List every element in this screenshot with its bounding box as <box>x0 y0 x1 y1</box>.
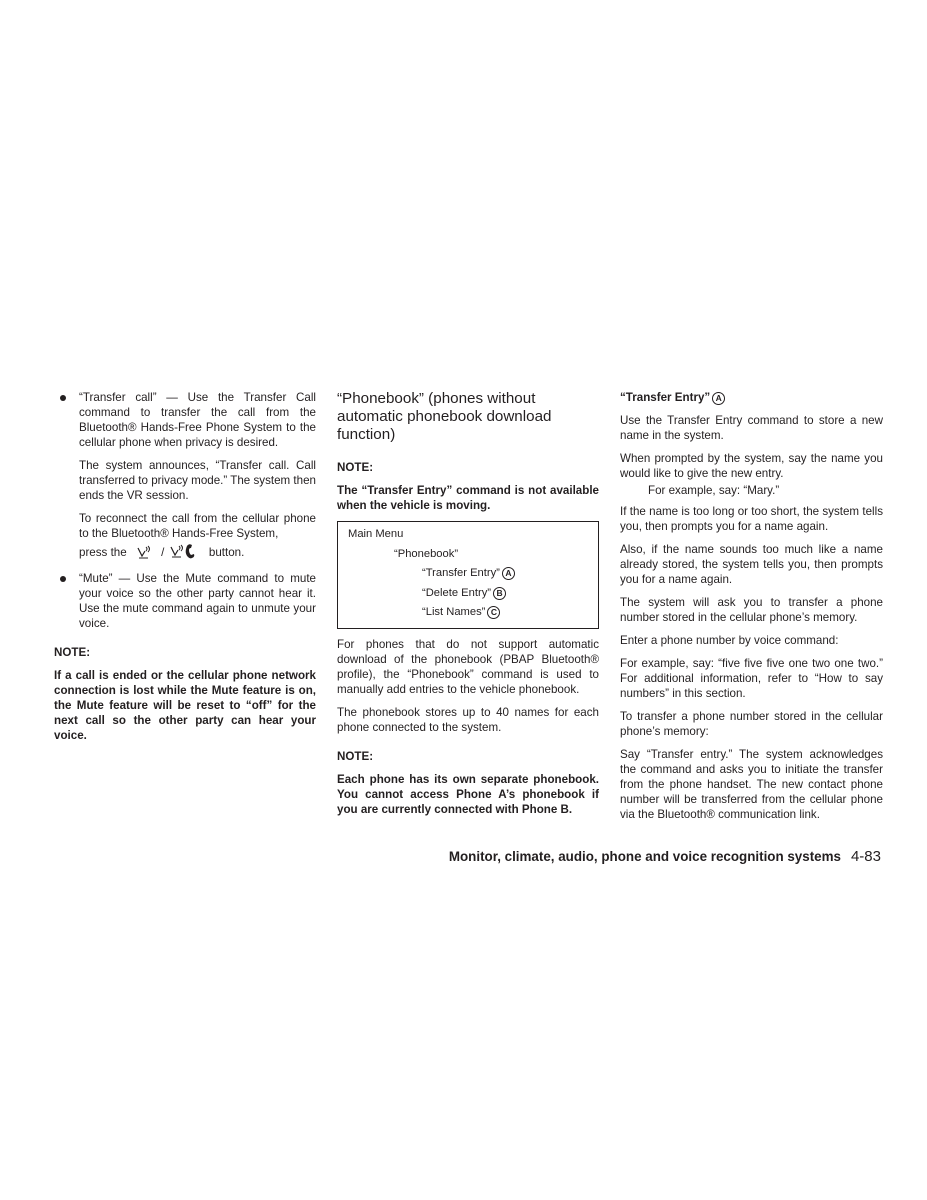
subsection-heading <box>620 390 883 405</box>
mute-text: “Mute” — Use the Mute command to mute your voice so the other party cannot hear it. Use the mute command again to unmute your voice. <box>79 572 316 630</box>
page-footer <box>449 848 881 866</box>
paragraph: If the name is too long or too short, the system tells you, then prompts you for a name again. <box>620 505 883 533</box>
badge-c: C <box>487 606 500 619</box>
paragraph: Use the Transfer Entry command to store a new name in the system. <box>620 414 883 442</box>
talk-phone-icon <box>170 543 200 563</box>
section-title: “Phonebook” (phones without automatic phonebook download function) <box>337 390 552 443</box>
menu-diagram <box>337 521 599 629</box>
menu-item-transfer-entry <box>348 564 598 584</box>
menu-item-label: “Delete Entry” <box>422 586 492 599</box>
press-button-line <box>79 543 316 563</box>
list-item <box>54 390 316 563</box>
note-text: The “Transfer Entry” command is not available when the vehicle is moving. <box>337 484 599 512</box>
paragraph: The system will ask you to transfer a phone number stored in the cellular phone’s memory. <box>620 596 883 624</box>
menu-item-label: “Transfer Entry” <box>422 567 500 579</box>
menu-phonebook: “Phonebook” <box>394 547 459 560</box>
note-text: Each phone has its own separate phonebook. You cannot access Phone A’s phonebook if you are currently connected with Phone B. <box>337 772 599 816</box>
note-text: If a call is ended or the cellular phone network connection is lost while the Mute feature is on, the Mute feature will be reset to “off” for the next call so the other party can hear your voice. <box>54 669 316 742</box>
paragraph: To transfer a phone number stored in the cellular phone’s memory: <box>620 710 883 738</box>
press-the-text: press the <box>79 546 127 559</box>
footer-section-title: Monitor, climate, audio, phone and voice recognition systems <box>448 849 841 864</box>
column-middle <box>337 390 599 825</box>
menu-main: Main Menu <box>348 528 404 540</box>
slash-text: / <box>161 546 165 559</box>
paragraph: Enter a phone number by voice command: <box>620 634 839 647</box>
menu-item-list-names <box>348 603 598 623</box>
note-heading: NOTE: <box>54 646 91 659</box>
reconnect-text <box>79 511 316 541</box>
column-right <box>620 390 883 830</box>
example-text: For example, say: “Mary.” <box>648 484 780 497</box>
menu-item-label: “List Names” <box>422 606 486 618</box>
page-number: 4-83 <box>850 848 881 865</box>
talk-icon <box>136 545 152 563</box>
badge-a: A <box>712 392 725 405</box>
badge-a: A <box>502 567 515 580</box>
paragraph: The phonebook stores up to 40 names for each phone connected to the system. <box>337 705 599 734</box>
list-item <box>54 571 316 631</box>
heading-text: “Transfer Entry” <box>620 391 711 404</box>
note-heading: NOTE: <box>337 749 374 763</box>
bullet-icon <box>60 395 66 401</box>
badge-b: B <box>493 587 506 600</box>
announce-text: The system announces, “Transfer call. Call transferred to privacy mode.” The system then ends the VR session. <box>79 459 316 502</box>
menu-item-delete-entry <box>348 584 598 604</box>
paragraph: For phones that do not support automatic download of the phonebook (PBAP Bluetooth® profile), the “Phonebook” command is used to manually add entries to the vehicle phonebook. <box>337 637 599 696</box>
reconnect-text-main: To reconnect the call from the cellular phone to the Bluetooth® Hands-Free System, <box>79 512 316 540</box>
column-left <box>54 390 316 751</box>
button-text: button. <box>208 546 245 559</box>
bullet-icon <box>60 576 66 582</box>
paragraph: When prompted by the system, say the name you would like to give the new entry. <box>620 452 883 480</box>
note-heading: NOTE: <box>337 461 374 474</box>
paragraph: Also, if the name sounds too much like a name already stored, the system tells you, then prompts you for a name again. <box>620 543 883 586</box>
paragraph: Say “Transfer entry.” The system acknowledges the command and asks you to initiate the transfer from the phone handset. The new contact phone number will be transferred from the cellular phone via the Bluetooth® communication link. <box>620 748 883 821</box>
transfer-call-text: “Transfer call” — Use the Transfer Call command to transfer the call from the Bluetooth® Hands-Free Phone System to the cellular phone when privacy is desired. <box>79 391 316 449</box>
paragraph: For example, say: “five five five one two one two.” For additional information, refer to “How to say numbers” in this section. <box>620 657 883 700</box>
